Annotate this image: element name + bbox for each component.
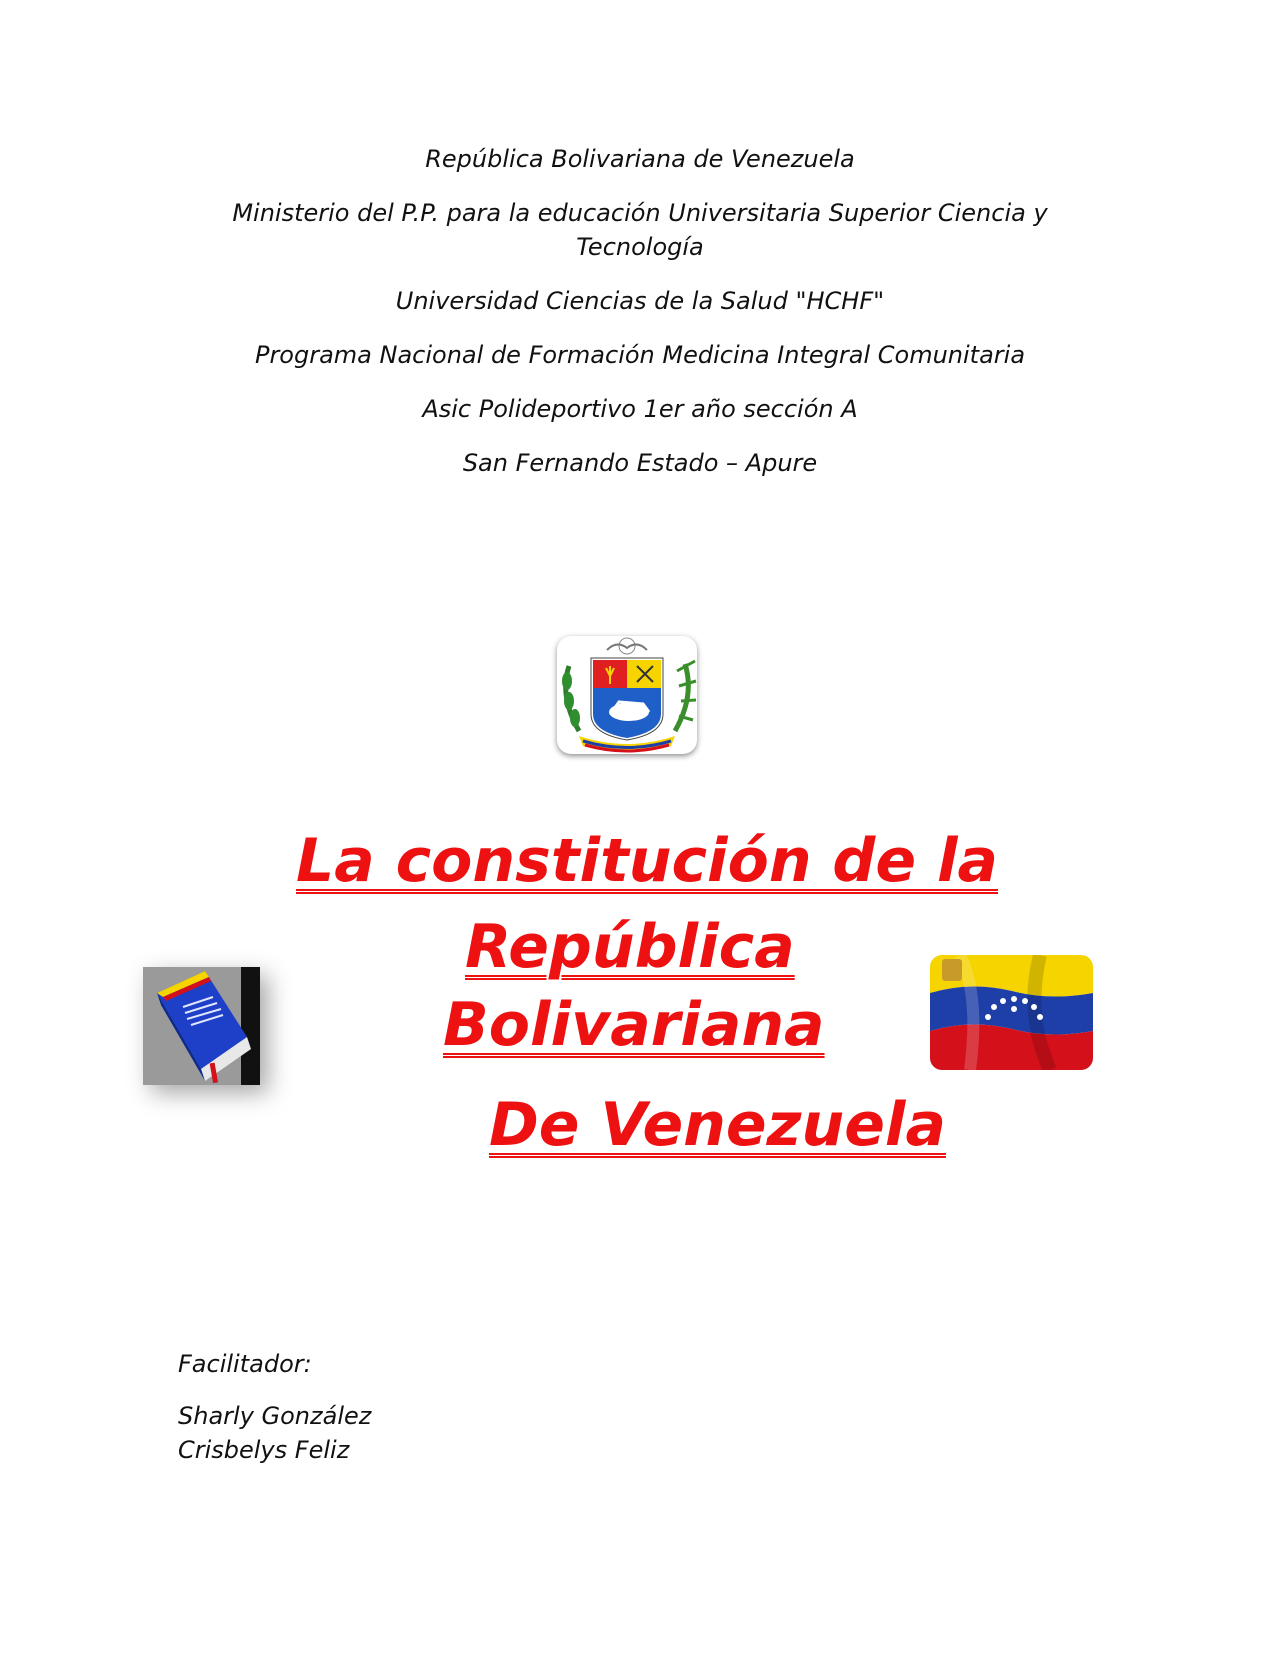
document-title-line-4: De Venezuela (489, 1090, 946, 1160)
header-university: Universidad Ciencias de la Salud "HCHF" (395, 287, 885, 315)
author-name-1: Sharly González (178, 1402, 372, 1430)
header-section: Asic Polideportivo 1er año sección A (422, 395, 858, 423)
document-title-line-3: Bolivariana (443, 990, 825, 1060)
venezuela-flag-image (930, 955, 1093, 1070)
header-country: República Bolivariana de Venezuela (425, 145, 855, 173)
header-ministry: Ministerio del P.P. para la educación Universitaria Superior Ciencia y Tecnología (232, 199, 1048, 261)
header-program: Programa Nacional de Formación Medicina Integral Comunitaria (254, 341, 1026, 369)
document-title-line-1: La constitución de la (296, 826, 999, 896)
constitution-book-image (143, 967, 260, 1085)
coat-of-arms-image (557, 636, 697, 754)
document-title-line-2: República (465, 912, 795, 982)
document-header (190, 142, 1090, 500)
header-location: San Fernando Estado – Apure (462, 449, 818, 477)
facilitator-label: Facilitador: (178, 1350, 312, 1378)
credits-block (178, 1347, 371, 1467)
author-name-2: Crisbelys Feliz (178, 1436, 350, 1464)
